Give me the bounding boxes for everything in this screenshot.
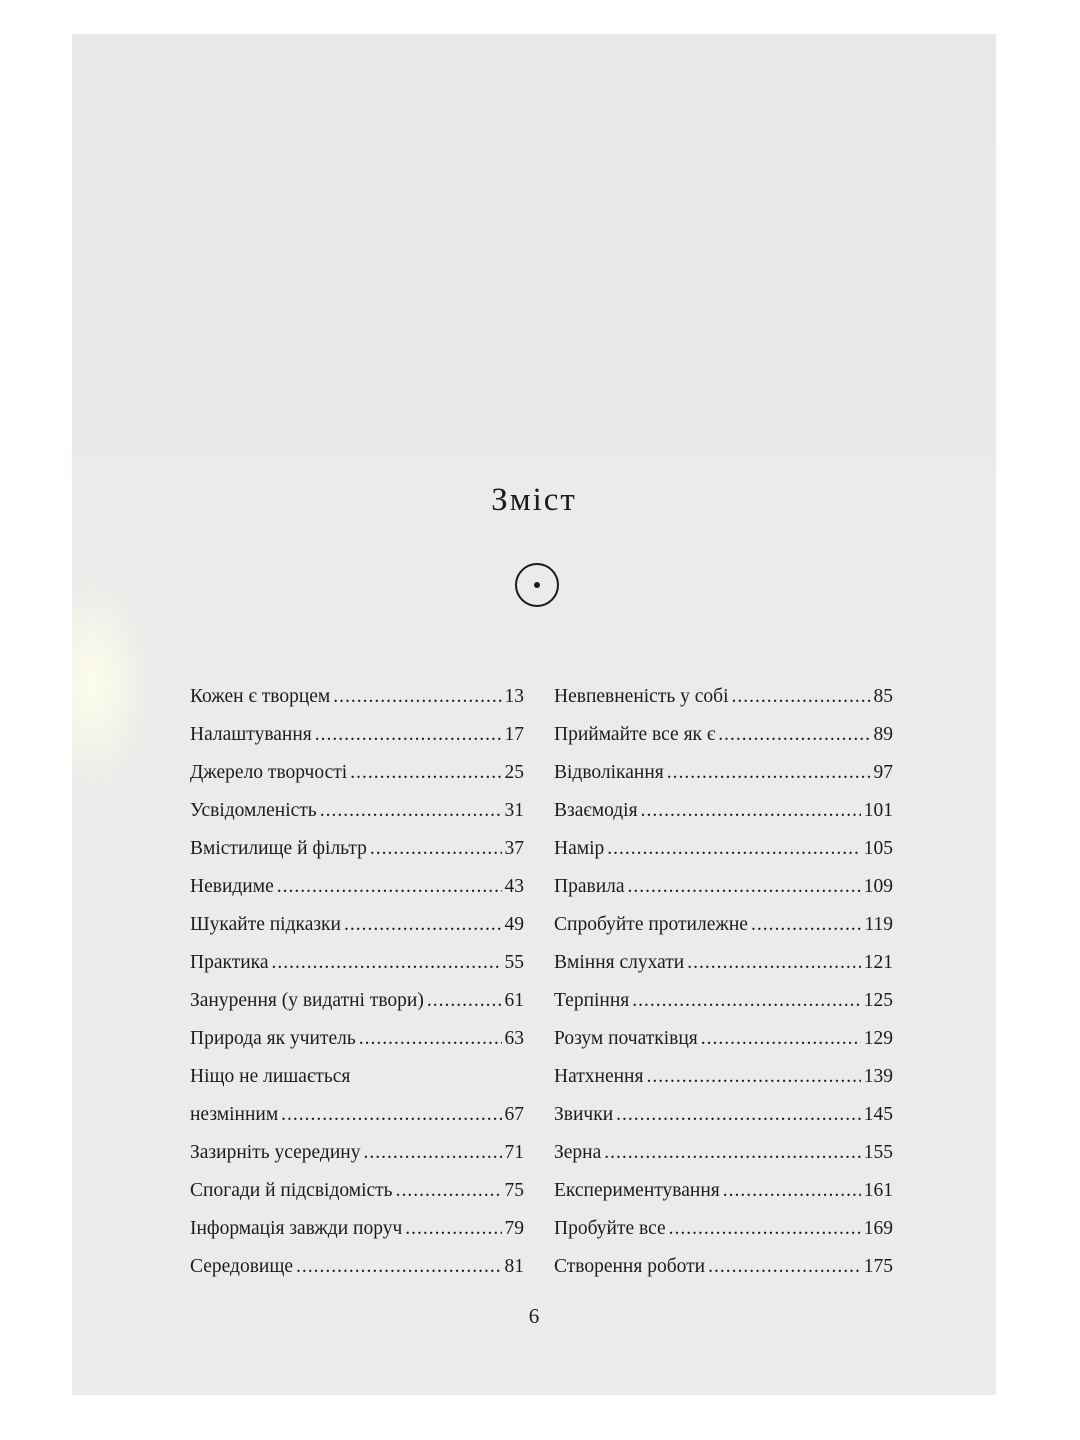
dot-leader: [396, 1172, 502, 1210]
circle-dot-icon: [515, 563, 559, 607]
entry-page: 75: [504, 1180, 524, 1201]
toc-entry: [190, 716, 524, 754]
dot-leader: [628, 868, 861, 906]
toc-column-right: [554, 678, 893, 1286]
toc-entry: [554, 1096, 893, 1134]
dot-leader: [427, 982, 502, 1020]
toc-entry: [554, 716, 893, 754]
toc-entry: [554, 754, 893, 792]
entry-title: Спогади й підсвідомість: [190, 1180, 393, 1201]
toc-entry: [190, 906, 524, 944]
dot-leader: [646, 1058, 860, 1096]
dot-leader: [641, 792, 861, 830]
entry-title: Ніщо не лишається: [190, 1066, 351, 1087]
entry-title: Вміння слухати: [554, 952, 685, 973]
entry-title: Правила: [554, 876, 625, 897]
entry-page: 13: [504, 686, 524, 707]
entry-page: 161: [863, 1180, 893, 1201]
dot-leader: [272, 944, 502, 982]
toc-entry: [190, 1058, 524, 1134]
entry-page: 175: [863, 1256, 893, 1277]
entry-title: Спробуйте протилежне: [554, 914, 748, 935]
entry-title: Розум початківця: [554, 1028, 698, 1049]
toc-title: Зміст: [491, 482, 577, 518]
entry-page: 139: [863, 1066, 893, 1087]
entry-title: Кожен є творцем: [190, 686, 331, 707]
toc-entry: [190, 754, 524, 792]
dot-leader: [405, 1210, 501, 1248]
entry-page: 125: [863, 990, 893, 1011]
entry-title: Взаємодія: [554, 800, 638, 821]
entry-title: Терпіння: [554, 990, 630, 1011]
book-page: [72, 34, 996, 1395]
entry-title: Середовище: [190, 1256, 294, 1277]
entry-page: 17: [504, 724, 524, 745]
dot-leader: [632, 982, 860, 1020]
toc-entry: [190, 1134, 524, 1172]
entry-page: 155: [863, 1142, 893, 1163]
toc-entry: [190, 1248, 524, 1286]
entry-title: Приймайте все як є: [554, 724, 716, 745]
entry-page: 129: [863, 1028, 893, 1049]
entry-title: Експериментування: [554, 1180, 720, 1201]
entry-title: Натхнення: [554, 1066, 644, 1087]
page-number: 6: [528, 1304, 540, 1328]
entry-title-continued: незмінним: [190, 1104, 279, 1125]
entry-title: Вмістилище й фільтр: [190, 838, 367, 859]
entry-title: Зерна: [554, 1142, 602, 1163]
dot-leader: [701, 1020, 861, 1058]
toc-entry: [190, 868, 524, 906]
dot-leader: [359, 1020, 502, 1058]
dot-leader: [320, 792, 502, 830]
entry-title: Джерело творчості: [190, 762, 348, 783]
dot-leader: [669, 1210, 861, 1248]
entry-title: Невидиме: [190, 876, 274, 897]
toc-entry: [554, 1248, 893, 1286]
toc-entry: [190, 1172, 524, 1210]
toc-entry: [554, 1020, 893, 1058]
toc-entry: [190, 830, 524, 868]
dot-leader: [363, 1134, 501, 1172]
dot-leader: [333, 678, 501, 716]
toc-entry: [190, 792, 524, 830]
entry-page: 105: [863, 838, 893, 859]
entry-page: 61: [504, 990, 524, 1011]
dot-leader: [687, 944, 861, 982]
entry-title: Пробуйте все: [554, 1218, 666, 1239]
entry-title: Практика: [190, 952, 269, 973]
light-reflection: [72, 574, 152, 794]
entry-page: 25: [504, 762, 524, 783]
toc-entry: [554, 678, 893, 716]
entry-title: Природа як учитель: [190, 1028, 356, 1049]
entry-page: 31: [504, 800, 524, 821]
entry-page: 145: [863, 1104, 893, 1125]
dot-leader: [718, 716, 870, 754]
entry-page: 55: [504, 952, 524, 973]
dot-leader: [616, 1096, 861, 1134]
toc-entry: [554, 1210, 893, 1248]
dot-leader: [607, 830, 861, 868]
entry-title: Усвідомленість: [190, 800, 317, 821]
toc-entry: [554, 830, 893, 868]
entry-title: Шукайте підказки: [190, 914, 341, 935]
entry-title: Занурення (у видатні твори): [190, 990, 424, 1011]
dot-leader: [315, 716, 502, 754]
entry-page: 89: [873, 724, 893, 745]
toc-entry: [554, 1172, 893, 1210]
dot-leader: [723, 1172, 861, 1210]
entry-page: 43: [504, 876, 524, 897]
toc-entry: [554, 944, 893, 982]
toc-column-left: [190, 678, 524, 1286]
toc-entry: [554, 982, 893, 1020]
entry-page: 85: [873, 686, 893, 707]
entry-page: 97: [873, 762, 893, 783]
entry-title: Зазирніть усередину: [190, 1142, 361, 1163]
dot-leader: [751, 906, 862, 944]
dot-leader: [667, 754, 871, 792]
entry-title: Інформація завжди поруч: [190, 1218, 403, 1239]
toc-entry: [190, 944, 524, 982]
entry-title: Намір: [554, 838, 605, 859]
entry-page: 119: [864, 914, 893, 935]
dot-leader: [281, 1096, 501, 1134]
toc-entry: [554, 906, 893, 944]
entry-page: 169: [863, 1218, 893, 1239]
dot-leader: [344, 906, 502, 944]
entry-page: 101: [863, 800, 893, 821]
entry-page: 63: [504, 1028, 524, 1049]
center-dot: [534, 582, 540, 588]
dot-leader: [732, 678, 871, 716]
dot-leader: [296, 1248, 501, 1286]
entry-title: Відволікання: [554, 762, 664, 783]
toc-entry: [190, 982, 524, 1020]
entry-page: 121: [863, 952, 893, 973]
dot-leader: [277, 868, 502, 906]
entry-page: 81: [504, 1256, 524, 1277]
dot-leader: [370, 830, 502, 868]
dot-leader: [708, 1248, 861, 1286]
entry-page: 109: [863, 876, 893, 897]
toc-entry: [554, 868, 893, 906]
entry-title: Звички: [554, 1104, 614, 1125]
entry-page: 67: [504, 1104, 524, 1125]
entry-page: 71: [504, 1142, 524, 1163]
entry-title: Невпевненість у собі: [554, 686, 729, 707]
entry-title: Налаштування: [190, 724, 312, 745]
toc-entry: [554, 1134, 893, 1172]
toc-entry: [190, 678, 524, 716]
toc-entry: [554, 792, 893, 830]
dot-leader: [604, 1134, 860, 1172]
entry-page: 79: [504, 1218, 524, 1239]
entry-page: 37: [504, 838, 524, 859]
toc-entry: [190, 1210, 524, 1248]
entry-page: 49: [504, 914, 524, 935]
toc-entry: [190, 1020, 524, 1058]
dot-leader: [350, 754, 501, 792]
toc-entry: [554, 1058, 893, 1096]
entry-title: Створення роботи: [554, 1256, 706, 1277]
